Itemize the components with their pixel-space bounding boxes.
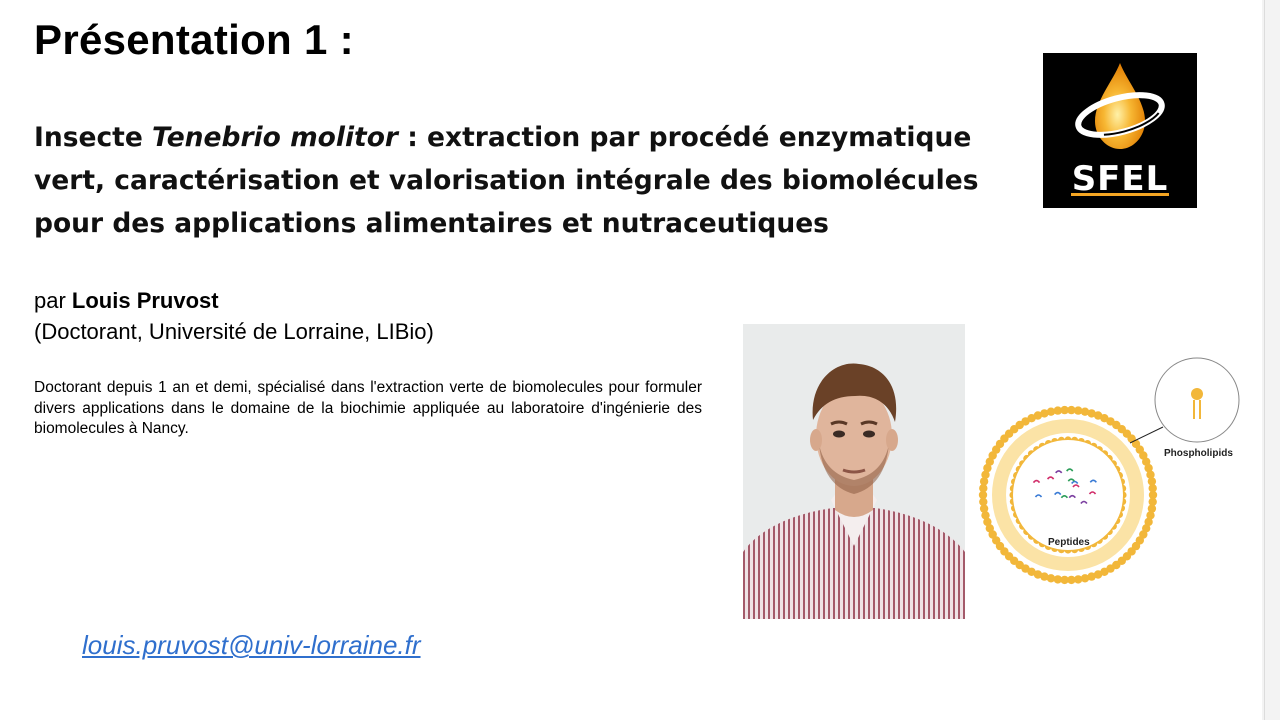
- email-link[interactable]: louis.pruvost@univ-lorraine.fr: [82, 630, 421, 660]
- subtitle-species: Tenebrio molitor: [152, 122, 398, 153]
- author-bio: Doctorant depuis 1 an et demi, spécialisé dans l'extraction verte de biomolecules pour formuler divers applications dans le domaine de la biochimie appliquée au laboratoire d'ingénierie des biomolecules à Nancy.: [34, 379, 702, 437]
- right-edge-strip: [1262, 0, 1280, 720]
- slide-title: Présentation 1 :: [34, 16, 354, 63]
- author-prefix: par: [34, 288, 72, 313]
- author-block: [34, 285, 434, 347]
- liposome-diagram: [975, 355, 1260, 615]
- subtitle-part-2: : extraction par procédé enzymatique vert, caractérisation et valorisation intégrale des biomolécules pour des applications alimentaires et nutraceutiques: [34, 122, 979, 239]
- author-affiliation: (Doctorant, Université de Lorraine, LIBio): [34, 319, 434, 344]
- author-line: [34, 285, 434, 316]
- author-name: Louis Pruvost: [71, 288, 219, 313]
- peptides-label: Peptides: [1048, 537, 1090, 548]
- phospholipids-label: Phospholipids: [1164, 448, 1233, 459]
- right-edge-divider: [1264, 0, 1265, 720]
- author-photo: [743, 324, 965, 619]
- logo-text: SFEL: [1071, 159, 1169, 199]
- sfel-logo: [1043, 53, 1197, 208]
- subtitle-part-1: Insecte: [34, 122, 153, 153]
- presentation-subtitle: [34, 116, 1014, 245]
